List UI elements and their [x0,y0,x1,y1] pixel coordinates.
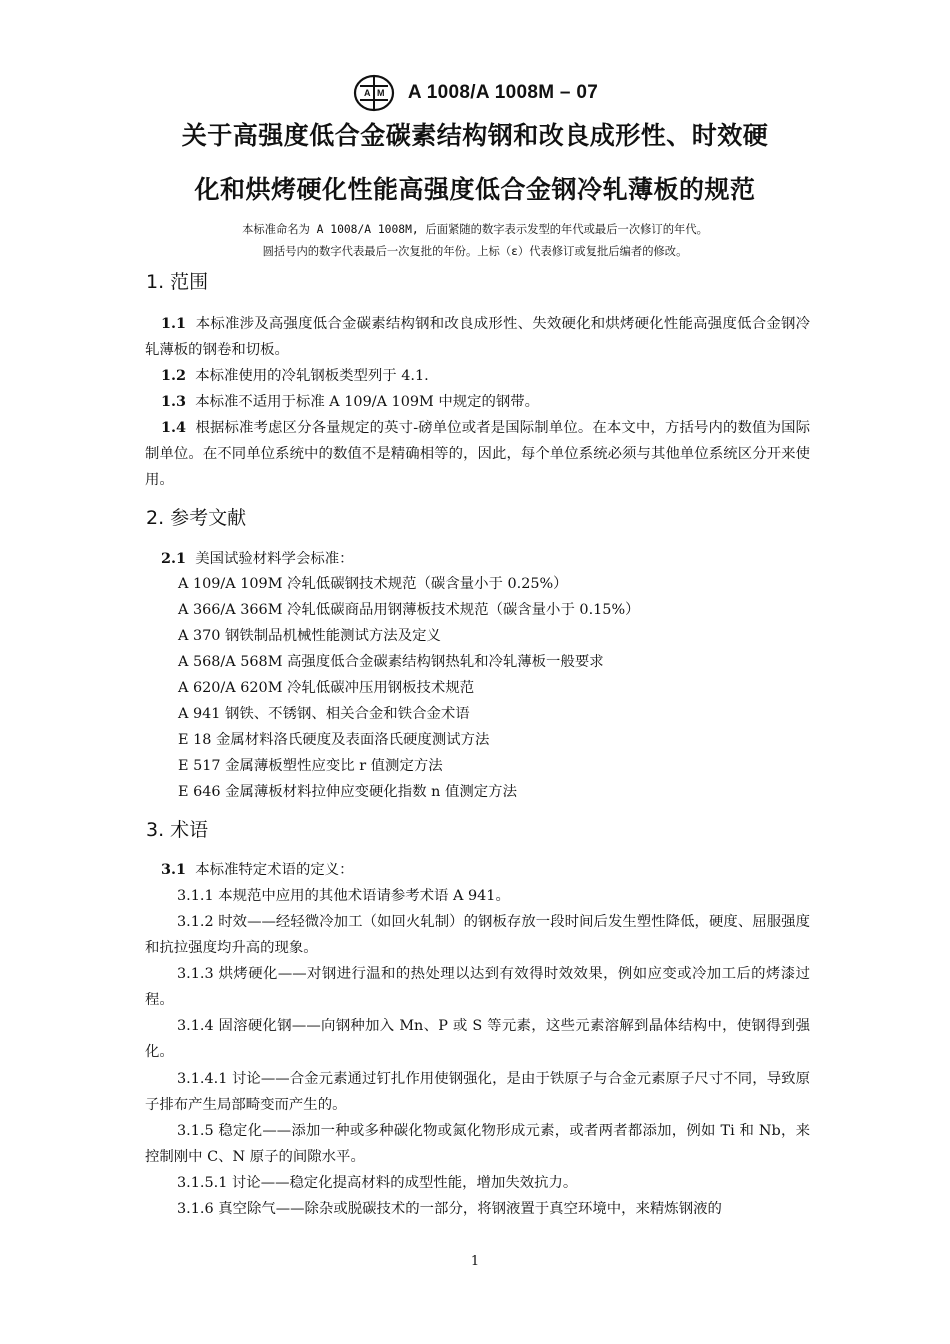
section-heading-scope: 1. 范围 [146,271,209,293]
reference-item: E 18 金属材料洛氏硬度及表面洛氏硬度测试方法 [178,732,490,748]
clause-text: 本标准涉及高强度低合金碳素结构钢和改良成形性、失效硬化和烘烤硬化性能高强度低合金钢冷轧薄板的钢卷和切板。 [145,316,810,358]
clause-number: 1.4 [161,419,187,436]
term-3-1-2: 3.1.2 时效——经轻微冷加工（如回火轧制）的钢板存放一段时间后发生塑性降低，硬度、屈服强度和抗拉强度均升高的现象。 [145,914,810,956]
designation-note-line-1: 本标准命名为 A 1008/A 1008M, 后面紧随的数字表示发型的年代或最后一次修订的年代。 [242,223,708,236]
reference-item: A 366/A 366M 冷轧低碳商品用钢薄板技术规范（碳含量小于 0.15%） [178,602,640,618]
standard-designation: A 1008/A 1008M – 07 [407,82,599,103]
designation-note-line-2: 圆括号内的数字代表最后一次复批的年份。上标（ε）代表修订或复批后编者的修改。 [262,245,688,258]
paragraph-1-2 [145,363,810,389]
reference-item: E 646 金属薄板材料拉伸应变硬化指数 n 值测定方法 [178,784,517,800]
astm-logo [352,74,396,112]
standard-header [0,74,950,112]
reference-item: E 517 金属薄板塑性应变比 r 值测定方法 [178,758,443,774]
section-heading-terminology: 3. 术语 [146,819,209,841]
clause-number: 2.1 [161,550,187,567]
reference-item: A 109/A 109M 冷轧低碳钢技术规范（碳含量小于 0.25%） [178,576,568,592]
clause-text: 本标准特定术语的定义： [195,862,354,878]
reference-item: A 568/A 568M 高强度低合金碳素结构钢热轧和冷轧薄板一般要求 [178,654,604,670]
paragraph-1-3 [145,389,810,415]
paragraph-3-1 [145,857,810,883]
clause-number: 1.3 [161,393,187,410]
term-3-1-3: 3.1.3 烘烤硬化——对钢进行温和的热处理以达到有效得时效效果，例如应变或冷加工后的烤漆过程。 [145,966,810,1008]
term-3-1-5: 3.1.5 稳定化——添加一种或多种碳化物或氮化物形成元素，或者两者都添加，例如 Ti 和 Nb，来控制刚中 C、N 原子的间隙水平。 [145,1123,810,1165]
reference-item: A 941 钢铁、不锈钢、相关合金和铁合金术语 [178,706,470,722]
reference-item: A 620/A 620M 冷轧低碳冲压用钢板技术规范 [178,680,475,696]
clause-text: 美国试验材料学会标准： [195,551,354,567]
term-3-1-6: 3.1.6 真空除气——除杂或脱碳技术的一部分，将钢液置于真空环境中，来精炼钢液的 [177,1201,722,1217]
term-3-1-4-1: 3.1.4.1 讨论——合金元素通过钉扎作用使钢强化，是由于铁原子与合金元素原子尺寸不同，导致原子排布产生局部畸变而产生的。 [145,1071,810,1113]
paragraph-1-1 [145,311,810,363]
document-title-line-1: 关于高强度低合金碳素结构钢和改良成形性、时效硬 [181,121,769,150]
clause-number: 3.1 [161,861,187,878]
paragraph-1-4 [145,415,810,493]
page-number: 1 [470,1254,480,1269]
term-3-1-4: 3.1.4 固溶硬化钢——向钢种加入 Mn、P 或 S 等元素，这些元素溶解到晶体结构中，使钢得到强化。 [145,1018,810,1060]
section-heading-references: 2. 参考文献 [146,507,247,529]
clause-number: 1.1 [161,315,187,332]
term-3-1-1: 3.1.1 本规范中应用的其他术语请参考术语 A 941。 [177,888,510,904]
svg-text:M: M [376,88,385,98]
term-3-1-5-1: 3.1.5.1 讨论——稳定化提高材料的成型性能，增加失效抗力。 [177,1175,578,1191]
clause-number: 1.2 [161,367,187,384]
reference-item: A 370 钢铁制品机械性能测试方法及定义 [178,628,441,644]
paragraph-2-1 [145,546,810,572]
svg-text:A: A [363,88,371,98]
document-title-line-2: 化和烘烤硬化性能高强度低合金钢冷轧薄板的规范 [194,175,756,204]
clause-text: 本标准不适用于标准 A 109/A 109M 中规定的钢带。 [195,394,540,410]
clause-text: 根据标准考虑区分各量规定的英寸-磅单位或者是国际制单位。在本文中，方括号内的数值为国际制单位。在不同单位系统中的数值不是精确相等的，因此，每个单位系统必须与其他单位系统区分开来使用。 [145,420,810,488]
clause-text: 本标准使用的冷轧钢板类型列于 4.1. [195,368,429,384]
